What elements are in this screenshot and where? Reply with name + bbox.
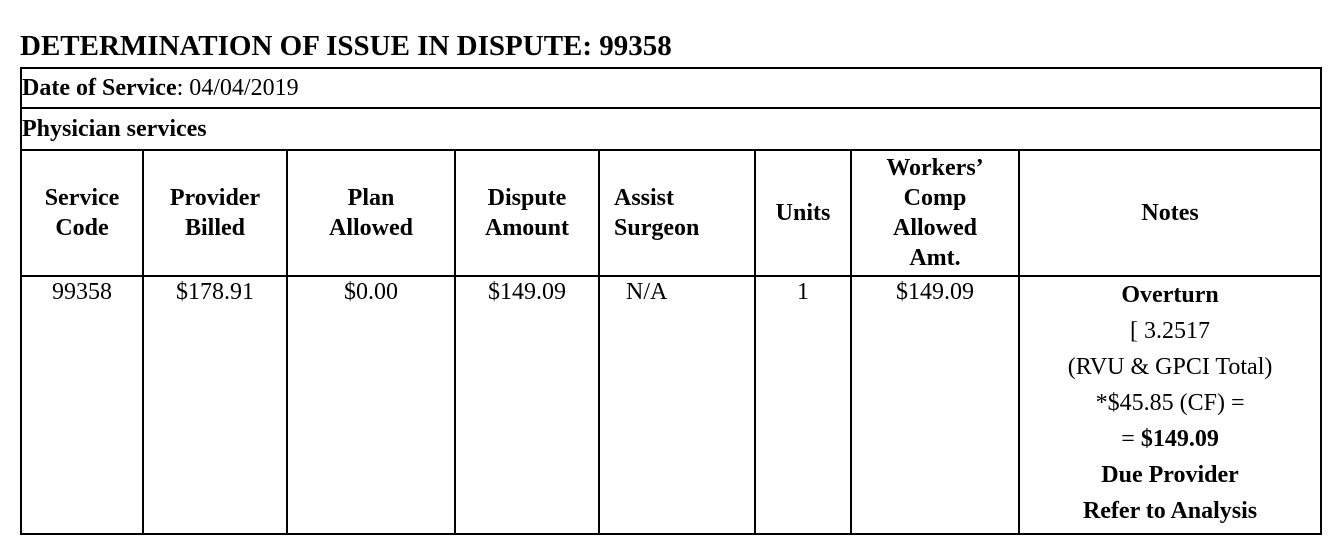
- date-of-service-value: : 04/04/2019: [176, 75, 299, 101]
- header-provider-billed: Provider Billed: [143, 150, 287, 276]
- cell-assist-surgeon: N/A: [599, 276, 755, 534]
- dispute-table: [20, 67, 1322, 535]
- table-row: [21, 276, 1321, 534]
- cell-workers-comp-allowed: $149.09: [851, 276, 1019, 534]
- cell-service-code: 99358: [21, 276, 143, 534]
- header-service-code: Service Code: [21, 150, 143, 276]
- cell-provider-billed: $178.91: [143, 276, 287, 534]
- date-of-service-label: Date of Service: [22, 75, 177, 101]
- notes-total-prefix: =: [1121, 426, 1141, 452]
- header-row: [21, 150, 1321, 276]
- notes-refer-to-analysis: Refer to Analysis: [1082, 498, 1258, 524]
- notes-total-line: [1020, 421, 1320, 457]
- notes-due-provider: Due Provider: [1101, 462, 1239, 488]
- section-label: Physician services: [21, 108, 1321, 150]
- notes-rvu-label: (RVU & GPCI Total): [1067, 354, 1273, 380]
- document-title: DETERMINATION OF ISSUE IN DISPUTE: 99358: [20, 30, 672, 62]
- date-of-service-row: [21, 68, 1321, 108]
- header-plan-allowed: Plan Allowed: [287, 150, 455, 276]
- notes-total-value: $149.09: [1140, 426, 1219, 452]
- notes-rvu-value: [ 3.2517: [1130, 318, 1211, 344]
- cell-plan-allowed: $0.00: [287, 276, 455, 534]
- cell-units: 1: [755, 276, 851, 534]
- notes-conversion-factor: *$45.85 (CF) =: [1095, 390, 1245, 416]
- header-notes: Notes: [1019, 150, 1321, 276]
- header-workers-comp-allowed: Workers’ Comp Allowed Amt.: [851, 150, 1019, 276]
- header-dispute-amount: Dispute Amount: [455, 150, 599, 276]
- cell-notes: [1019, 276, 1321, 534]
- section-row: [21, 108, 1321, 150]
- header-units: Units: [755, 150, 851, 276]
- notes-decision: Overturn: [1121, 282, 1219, 308]
- date-of-service-cell: [21, 68, 1321, 108]
- header-assist-surgeon: Assist Surgeon: [599, 150, 755, 276]
- cell-dispute-amount: $149.09: [455, 276, 599, 534]
